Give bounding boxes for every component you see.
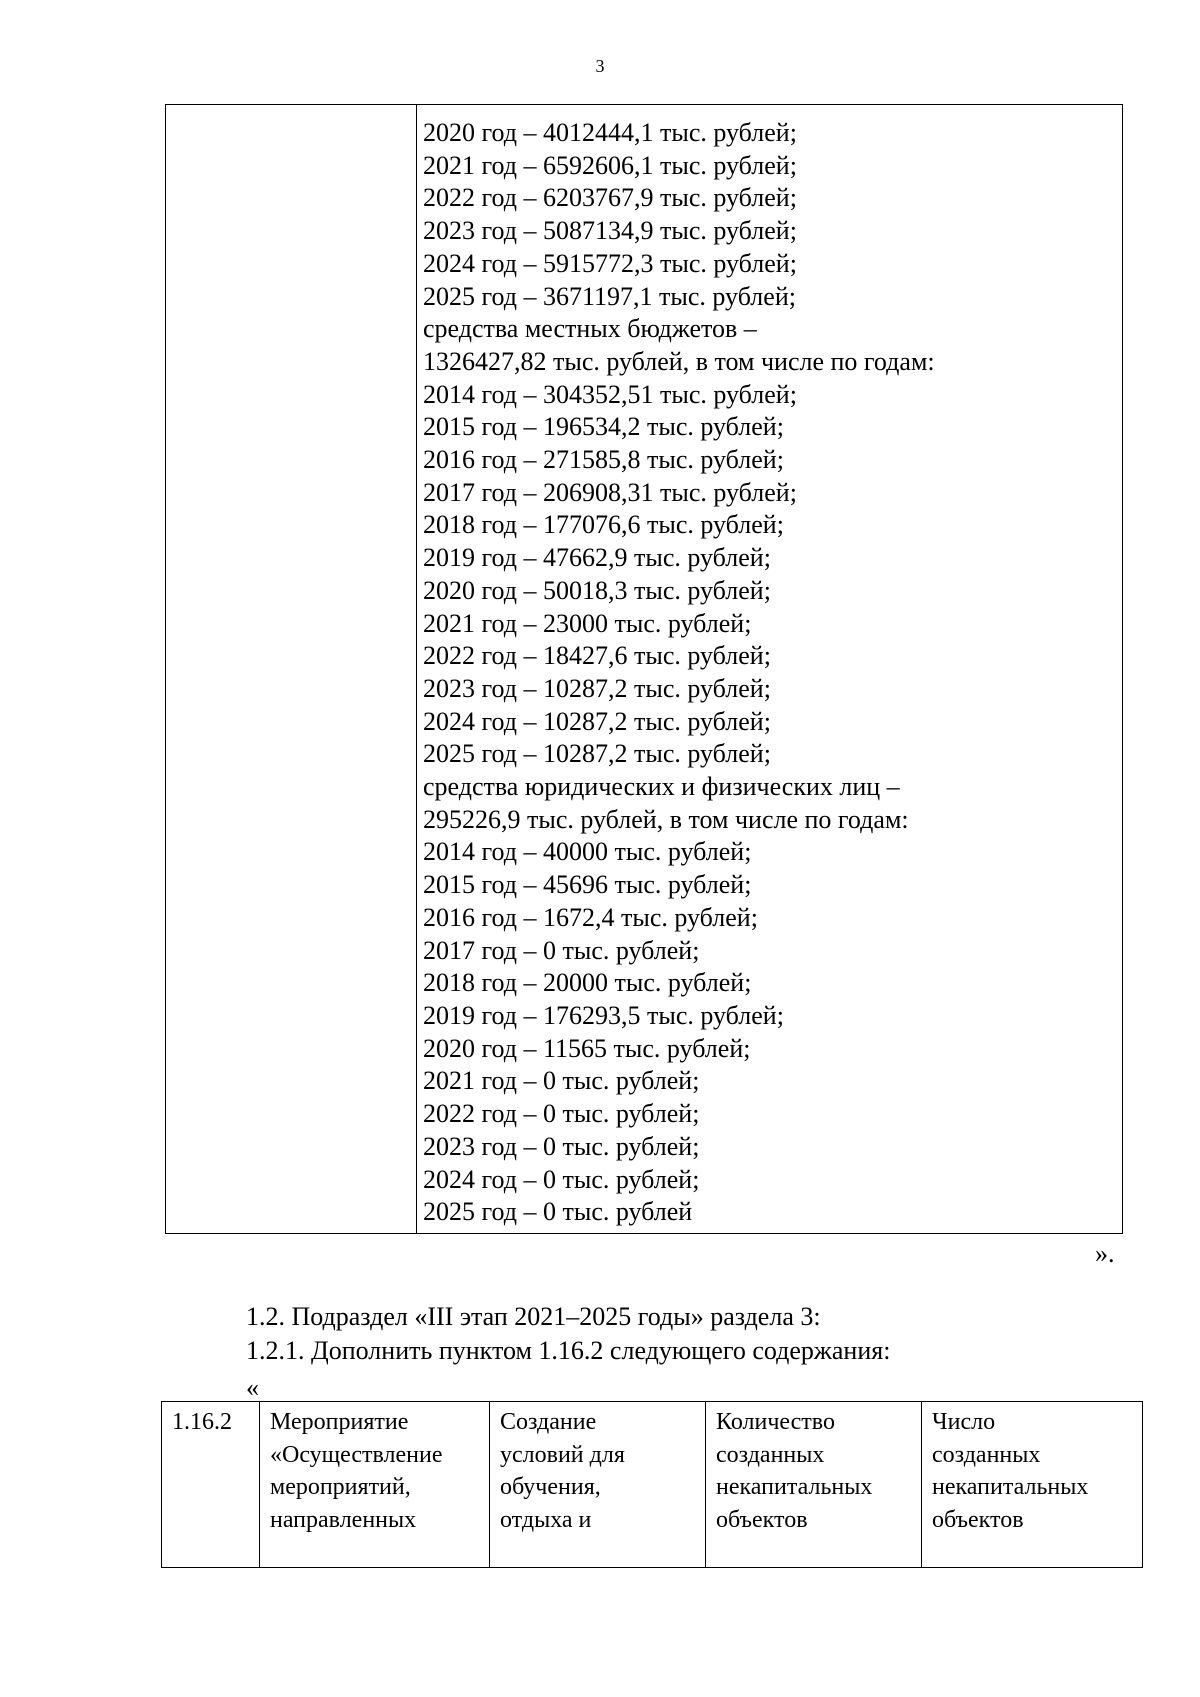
paragraph-1-2-1: 1.2.1. Дополнить пунктом 1.16.2 следующего содержания: xyxy=(246,1336,891,1365)
table-cell-line: некапитальных xyxy=(716,1474,873,1500)
funding-table-left-cell xyxy=(166,105,417,1233)
funding-line: 2024 год – 5915772,3 тыс. рублей; xyxy=(423,248,797,278)
funding-line: средства местных бюджетов – xyxy=(423,314,757,344)
funding-line: 2020 год – 50018,3 тыс. рублей; xyxy=(423,575,771,605)
table-cell-line: созданных xyxy=(716,1441,825,1468)
funding-line: 2020 год – 11565 тыс. рублей; xyxy=(423,1033,751,1063)
table-cell-line: Число xyxy=(932,1409,996,1435)
funding-line: 2023 год – 10287,2 тыс. рублей; xyxy=(423,673,771,703)
funding-line: 2015 год – 45696 тыс. рублей; xyxy=(423,870,752,900)
funding-line: средства юридических и физических лиц – xyxy=(423,772,900,802)
funding-line: 2025 год – 3671197,1 тыс. рублей; xyxy=(423,281,796,311)
table-cell-line: Количество xyxy=(716,1409,835,1435)
funding-line: 2019 год – 47662,9 тыс. рублей; xyxy=(423,543,771,573)
funding-line: 2021 год – 23000 тыс. рублей; xyxy=(423,608,752,638)
table-cell-line: мероприятий, xyxy=(270,1474,411,1500)
opening-quote: « xyxy=(246,1373,259,1402)
funding-table xyxy=(165,104,1123,1234)
measure-table-unit-cell xyxy=(922,1402,1142,1567)
measure-table-indicator-cell xyxy=(706,1402,922,1567)
measure-table xyxy=(161,1401,1143,1568)
funding-line: 2021 год – 0 тыс. рублей; xyxy=(423,1066,700,1096)
table-cell-line: некапитальных xyxy=(932,1474,1089,1500)
funding-line: 2018 год – 20000 тыс. рублей; xyxy=(423,968,752,998)
funding-line: 2023 год – 0 тыс. рублей; xyxy=(423,1131,700,1161)
funding-line: 2024 год – 10287,2 тыс. рублей; xyxy=(423,706,771,736)
funding-line: 295226,9 тыс. рублей, в том числе по годам: xyxy=(423,804,909,834)
table-cell-line: Мероприятие xyxy=(270,1409,409,1435)
funding-line: 2014 год – 40000 тыс. рублей; xyxy=(423,837,752,867)
funding-line: 2023 год – 5087134,9 тыс. рублей; xyxy=(423,216,797,246)
table-cell-line: 1.16.2 xyxy=(172,1409,232,1435)
table-cell-line: условий для xyxy=(500,1441,625,1468)
table-cell-line: Создание xyxy=(500,1409,597,1435)
funding-line: 1326427,82 тыс. рублей, в том числе по годам: xyxy=(423,346,935,376)
funding-line: 2025 год – 0 тыс. рублей xyxy=(423,1197,693,1227)
funding-line: 2021 год – 6592606,1 тыс. рублей; xyxy=(423,150,797,180)
measure-table-event-cell xyxy=(260,1402,490,1567)
funding-line: 2019 год – 176293,5 тыс. рублей; xyxy=(423,1000,784,1030)
closing-quote: ». xyxy=(1095,1239,1115,1268)
paragraph-1-2: 1.2. Подраздел «III этап 2021–2025 годы» раздела 3: xyxy=(246,1302,821,1331)
funding-line: 2024 год – 0 тыс. рублей; xyxy=(423,1164,700,1194)
table-cell-line: направленных xyxy=(270,1506,417,1533)
funding-line: 2018 год – 177076,6 тыс. рублей; xyxy=(423,510,784,540)
table-cell-line: обучения, xyxy=(500,1474,601,1500)
funding-line: 2015 год – 196534,2 тыс. рублей; xyxy=(423,412,784,442)
funding-line: 2016 год – 271585,8 тыс. рублей; xyxy=(423,445,784,475)
table-cell-line: «Осуществление xyxy=(270,1441,443,1468)
funding-line: 2017 год – 206908,31 тыс. рублей; xyxy=(423,477,797,507)
table-cell-line: объектов xyxy=(932,1506,1024,1533)
funding-line: 2017 год – 0 тыс. рублей; xyxy=(423,935,700,965)
table-cell-line: отдыха и xyxy=(500,1506,592,1533)
funding-line: 2014 год – 304352,51 тыс. рублей; xyxy=(423,379,797,409)
table-cell-line: созданных xyxy=(932,1441,1041,1468)
funding-line: 2022 год – 18427,6 тыс. рублей; xyxy=(423,641,771,671)
funding-line: 2020 год – 4012444,1 тыс. рублей; xyxy=(423,118,797,147)
table-cell-line: объектов xyxy=(716,1506,808,1533)
funding-line: 2022 год – 6203767,9 тыс. рублей; xyxy=(423,183,797,213)
page-number: 3 xyxy=(595,56,605,76)
measure-table-number-cell xyxy=(162,1402,260,1567)
funding-table-right-cell xyxy=(417,105,1122,1233)
funding-line: 2022 год – 0 тыс. рублей; xyxy=(423,1099,700,1129)
measure-table-goal-cell xyxy=(490,1402,706,1567)
funding-line: 2016 год – 1672,4 тыс. рублей; xyxy=(423,902,758,932)
funding-line: 2025 год – 10287,2 тыс. рублей; xyxy=(423,739,771,769)
